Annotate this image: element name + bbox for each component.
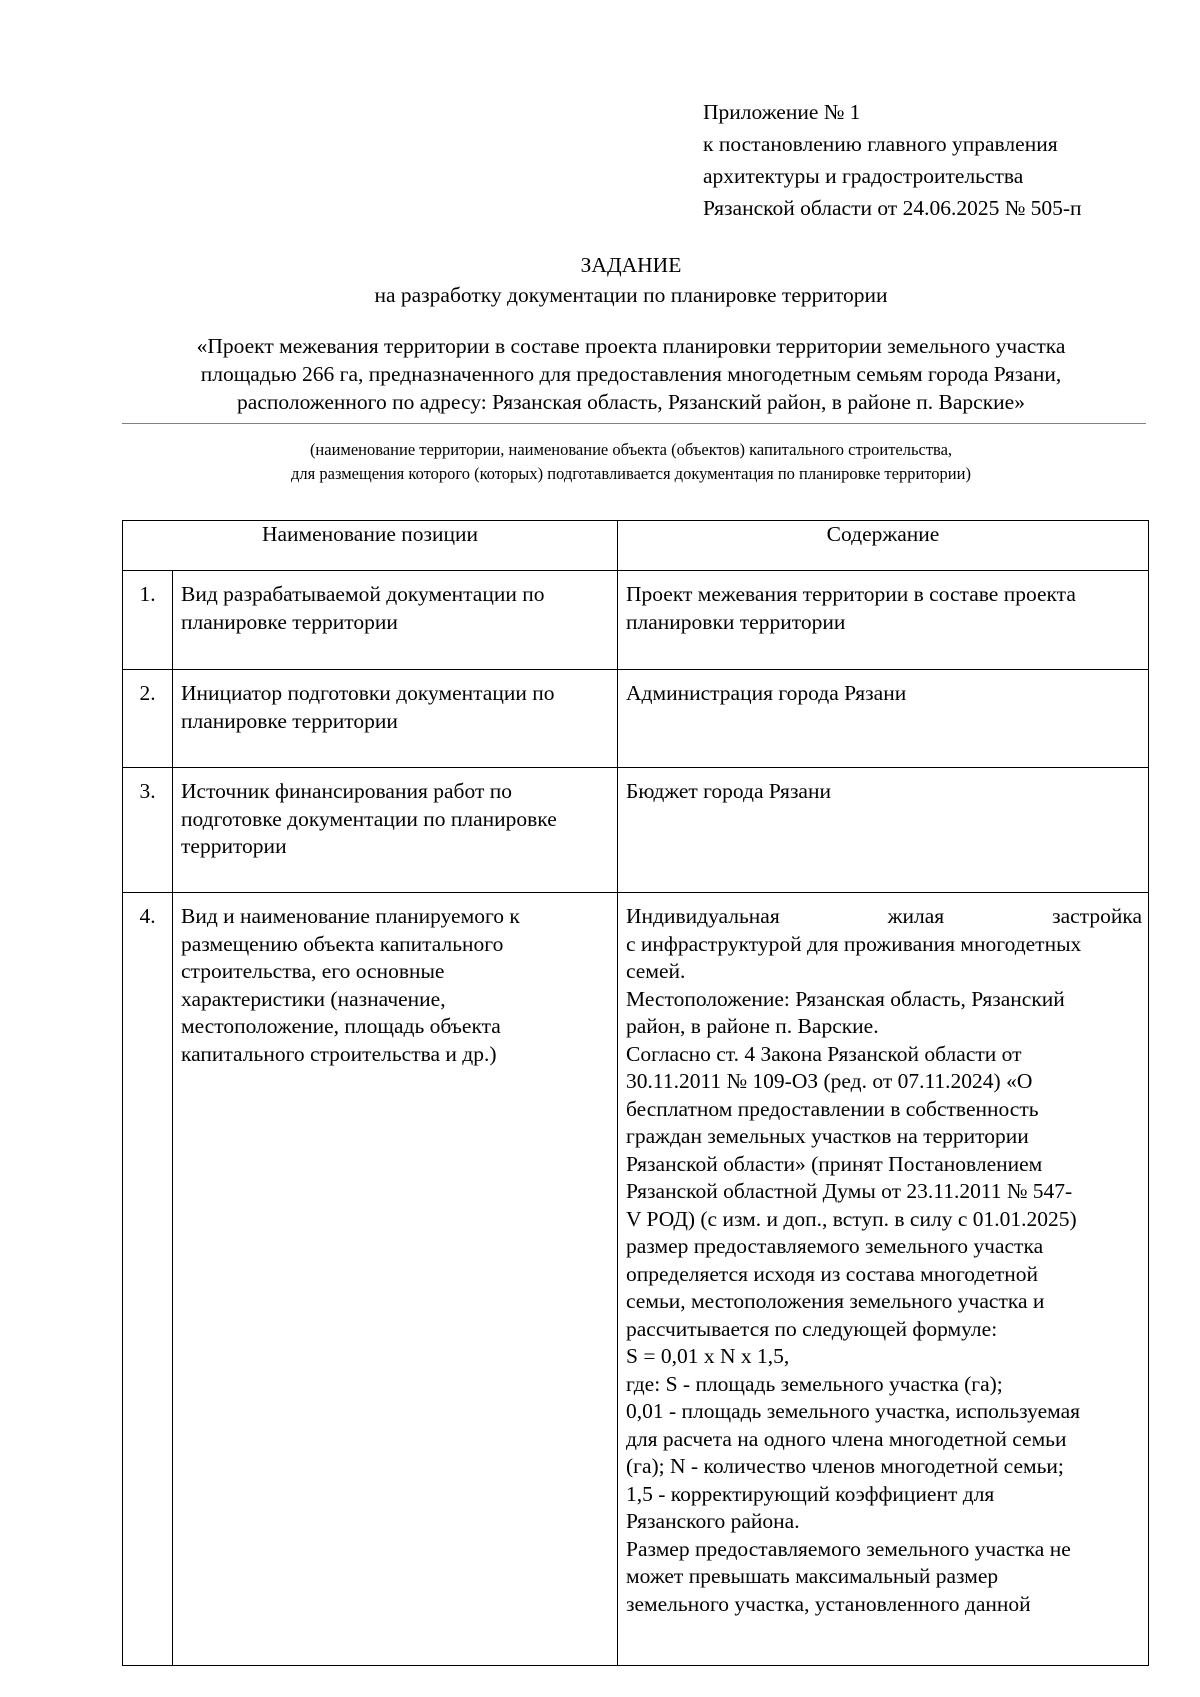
row-name-line: местоположение, площадь объекта [181, 1014, 501, 1038]
header-position-name: Наименование позиции [123, 521, 618, 571]
row-content-word: Индивидуальная [626, 904, 780, 928]
row-name [173, 893, 618, 1666]
row-name-line: территории [181, 834, 287, 858]
row-number: 4. [123, 893, 173, 1666]
row-content-line: Местоположение: Рязанская область, Рязанский [626, 986, 1065, 1011]
row-name-line: капитального строительства и др.) [181, 1041, 497, 1066]
row-content-line: 1,5 - корректирующий коэффициент для [626, 1481, 995, 1506]
table-row [123, 768, 1149, 893]
row-content-line: V РОД) (с изм. и доп., вступ. в силу с 01.01.2025) [626, 1206, 1077, 1231]
formula-line: S = 0,01 x N x 1,5, [626, 1344, 790, 1368]
row-number: 2. [123, 670, 173, 768]
row-name-line: Источник финансирования работ по [181, 779, 512, 803]
row-name [173, 571, 618, 670]
row-name-line: Вид и наименование планируемого к [181, 904, 520, 928]
row-content [618, 768, 1149, 893]
annex-line: к постановлению главного управления [703, 132, 1058, 156]
row-content-word: застройка [1052, 904, 1142, 928]
row-name [173, 670, 618, 768]
row-content-line: Рязанской области» (принят Постановлением [626, 1151, 1043, 1176]
annex-line: Приложение № 1 [703, 100, 861, 124]
title-subtitle: на разработку документации по планировке территории [374, 283, 888, 307]
title-main: ЗАДАНИЕ [580, 253, 682, 277]
row-name-line: подготовке документации по планировке [181, 806, 557, 831]
row-content-line: определяется исходя из состава многодетной [626, 1261, 1039, 1286]
annex-line: архитектуры и градостроительства [703, 164, 1024, 188]
row-content-line: для расчета на одного члена многодетной семьи [626, 1426, 1067, 1451]
row-content-line: Администрация города Рязани [626, 681, 907, 705]
row-content-word: жилая [887, 904, 945, 928]
row-content-line: Рязанского района. [626, 1509, 800, 1533]
annex-line: Рязанской области от 24.06.2025 № 505-п [703, 196, 1082, 220]
row-content-line: граждан земельных участков на территории [626, 1124, 1029, 1148]
row-name-line: характеристики (назначение, [181, 986, 446, 1011]
project-name [122, 332, 1140, 416]
row-number: 1. [123, 571, 173, 670]
row-content-first-line [626, 903, 1142, 931]
row-content-line: Бюджет города Рязани [626, 779, 831, 803]
document-title [122, 250, 1140, 310]
caption-line: для размещения которого (которых) подготавливается документация по планировке территории) [291, 464, 971, 483]
row-content-line: где: S - площадь земельного участка (га); [626, 1371, 1003, 1396]
row-content-line: бесплатном предоставлении в собственность [626, 1096, 1039, 1121]
row-content-line: Проект межевания территории в составе проекта [626, 582, 1076, 606]
row-content-line: район, в районе п. Варские. [626, 1014, 879, 1038]
row-name-line: планировке территории [181, 708, 398, 733]
row-content-line: может превышать максимальный размер [626, 1564, 999, 1588]
row-content [618, 670, 1149, 768]
table-row [123, 670, 1149, 768]
row-content-line: Согласно ст. 4 Закона Рязанской области от [626, 1041, 1022, 1066]
row-name-line: строительства, его основные [181, 959, 445, 983]
row-content-line: Размер предоставляемого земельного участка не [626, 1536, 1071, 1561]
table-header-row [123, 521, 1149, 571]
project-name-line: расположенного по адресу: Рязанская область, Рязанский район, в районе п. Варские» [237, 390, 1025, 414]
row-name [173, 768, 618, 893]
row-content [618, 571, 1149, 670]
row-content-line: 0,01 - площадь земельного участка, используемая [626, 1399, 1081, 1423]
row-content-line: (га); N - количество членов многодетной семьи; [626, 1454, 1064, 1478]
row-content-line: рассчитывается по следующей формуле: [626, 1316, 998, 1341]
row-content-line: 30.11.2011 № 109-ОЗ (ред. от 07.11.2024) «О [626, 1069, 1033, 1093]
row-name-line: размещению объекта капитального [181, 931, 504, 956]
caption-line: (наименование территории, наименование объекта (объектов) капитального строительства, [309, 440, 953, 459]
specification-table [122, 520, 1149, 1666]
caption [122, 438, 1140, 486]
row-name-line: планировке территории [181, 609, 398, 634]
project-name-line: площадью 266 га, предназначенного для предоставления многодетным семьям города Рязани, [200, 362, 1062, 386]
project-name-line: «Проект межевания территории в составе проекта планировки территории земельного участка [196, 334, 1066, 358]
row-number: 3. [123, 768, 173, 893]
row-content [618, 893, 1149, 1666]
row-name-line: Инициатор подготовки документации по [181, 681, 555, 705]
row-name-line: Вид разрабатываемой документации по [181, 582, 545, 606]
annex-header [703, 96, 1082, 224]
underline-rule [122, 423, 1146, 424]
row-content-line: с инфраструктурой для проживания многодетных [626, 931, 1082, 956]
row-content-line: размер предоставляемого земельного участка [626, 1234, 1044, 1258]
table-row [123, 571, 1149, 670]
table-row [123, 893, 1149, 1666]
row-content-line: семей. [626, 959, 686, 983]
row-content-line: земельного участка, установленного данной [626, 1591, 1031, 1616]
row-content-line: Рязанской областной Думы от 23.11.2011 № 547- [626, 1179, 1073, 1203]
header-content: Содержание [618, 521, 1149, 571]
row-content-line: планировки территории [626, 609, 846, 634]
row-content-line: семьи, местоположения земельного участка и [626, 1289, 1045, 1313]
